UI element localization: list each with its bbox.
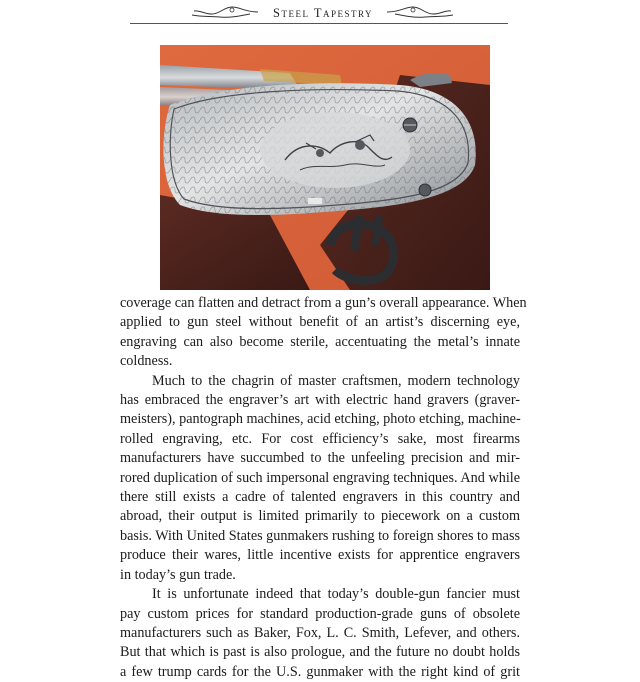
flourish-left-icon (190, 4, 260, 20)
text-line: coldness. (120, 353, 173, 370)
paragraph-2 (120, 372, 520, 585)
text-line: there still exists a cadre of talented engravers in this country and (120, 489, 520, 506)
text-line: coverage can flatten and detract from a gun’s overall appearance. When (120, 295, 527, 311)
body-text (120, 294, 527, 680)
text-line: a few trump cards for the U.S. gunmaker with the right kind of grit (120, 663, 520, 680)
text-line: manufacturers have succumbed to the unfeeling precision and mir- (120, 450, 520, 467)
text-line: manufacturers such as Baker, Fox, L. C. Smith, Lefever, and others. (120, 624, 520, 641)
engraved-shotgun-action-icon (160, 45, 490, 290)
text-line: It is unfortunate indeed that today’s double-gun fancier must (152, 586, 520, 603)
text-line: engraving can also become sterile, accentuating the metal’s innate (120, 333, 520, 350)
text-line: abroad, their output is limited primarily to piecework on a custom (120, 508, 520, 525)
running-header (130, 0, 510, 26)
text-line: But that which is past is also prologue, and the future no doubt holds (120, 644, 520, 661)
text-line: has embraced the engraver’s art with electric hand gravers (graver- (120, 392, 520, 409)
engraved-shotgun-photo (160, 45, 490, 290)
text-line: in today’s gun trade. (120, 566, 236, 583)
text-line: rored duplication of such impersonal engraving techniques. And while (120, 469, 520, 486)
text-line: rolled engraving, etc. For cost efficiency’s sake, most firearms (120, 430, 520, 447)
text-line: basis. With United States gunmakers rushing to foreign shores to mass (120, 527, 520, 544)
text-line: Much to the chagrin of master craftsmen, modern technology (152, 372, 520, 389)
paragraph-3 (120, 585, 520, 682)
running-header-title: Steel Tapestry (273, 6, 373, 20)
text-line: pay custom prices for standard production-grade guns of obsolete (120, 605, 520, 622)
text-line: meisters), pantograph machines, acid etching, photo etching, machine- (120, 411, 521, 428)
text-line: applied to gun steel without benefit of an artist’s discerning eye, (120, 314, 520, 331)
flourish-right-icon (385, 4, 455, 20)
paragraph-1 (120, 294, 527, 372)
header-rule (130, 23, 508, 24)
text-line: produce their wares, little incentive exists for apprentice engravers (120, 547, 520, 564)
